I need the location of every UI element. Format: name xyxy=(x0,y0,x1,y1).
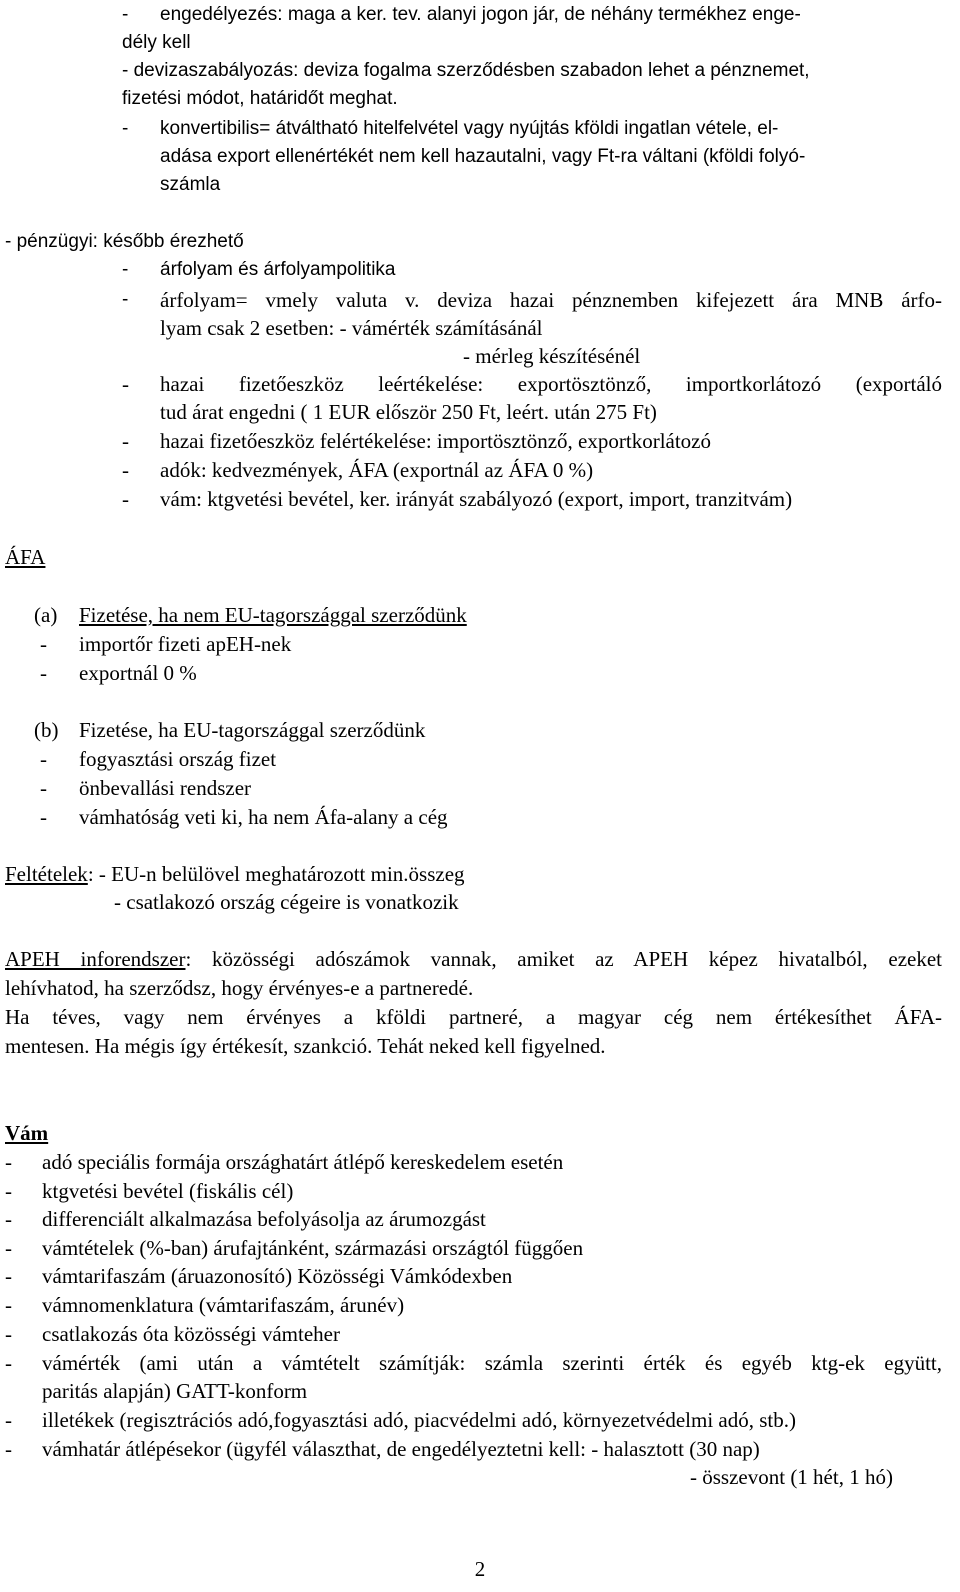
list-dash: - xyxy=(5,1179,12,1203)
vam-list-item: vámtételek (%-ban) árufajtánként, származási országtól függően xyxy=(42,1236,584,1260)
vam-list-item: csatlakozás óta közösségi vámteher xyxy=(42,1322,340,1346)
teves-line-1: Ha téves, vagy nem érvényes a kföldi partneré, a magyar cég nem értékesíthet ÁFA- xyxy=(5,1005,942,1029)
apeh-label: APEH inforendszer xyxy=(5,947,186,971)
devizaszabalyozas-line-2: fizetési módot, határidőt meghat. xyxy=(122,88,398,109)
afa-a-title: Fizetése, ha nem EU-tagországgal szerződünk xyxy=(79,603,467,627)
arfolyampolitika-item: árfolyam és árfolyampolitika xyxy=(160,259,396,280)
adok-item: adók: kedvezmények, ÁFA (exportnál az ÁFA 0 %) xyxy=(160,458,594,482)
list-dash: - xyxy=(122,259,129,280)
arfolyam-def-line-2: lyam csak 2 esetben: - vámérték számításánál xyxy=(160,316,543,340)
list-dash: - xyxy=(5,1408,12,1432)
list-dash: - xyxy=(5,1293,12,1317)
feltetelek-line-2: - csatlakozó ország cégeire is vonatkozik xyxy=(114,890,459,914)
list-dash: - xyxy=(122,487,129,511)
list-dash: - xyxy=(122,429,129,453)
vamhatar-line-1: vámhatár átlépésekor (ügyfél választhat, de engedélyeztetni kell: - halasztott (30 nap) xyxy=(42,1437,760,1461)
list-dash: - xyxy=(122,458,129,482)
vam-list-item: adó speciális formája országhatárt átlépő kereskedelem esetén xyxy=(42,1150,564,1174)
vamertek-line-1: vámérték (ami után a vámtételt számítják: számla szerinti érték és egyéb ktg-ek együtt, xyxy=(42,1351,942,1375)
list-dash: - xyxy=(5,1150,12,1174)
arfolyam-def-line-1-full: árfolyam= vmely valuta v. deviza hazai pénznemben kifejezett ára MNB árfo- xyxy=(160,288,942,312)
illetekek-item: illetékek (regisztrációs adó,fogyasztási adó, piacvédelmi adó, környezetvédelmi adó, stb.) xyxy=(42,1408,796,1432)
engedelyezes-line-2: dély kell xyxy=(122,32,191,53)
list-dash: - xyxy=(5,1322,12,1346)
feltetelek-text: : - EU-n belülövel meghatározott min.összeg xyxy=(87,862,465,886)
afa-b-title: Fizetése, ha EU-tagországgal szerződünk xyxy=(79,718,426,742)
vamhatar-line-2: - összevont (1 hét, 1 hó) xyxy=(690,1465,893,1489)
feltetelek-label: Feltételek xyxy=(5,862,88,886)
list-dash: - xyxy=(5,1351,12,1375)
list-dash: - xyxy=(5,1236,12,1260)
list-dash: - xyxy=(5,1207,12,1231)
vamertek-line-2: paritás alapján) GATT-konform xyxy=(42,1379,308,1403)
afa-a-marker: (a) xyxy=(34,603,58,627)
devizaszabalyozas-line-1: - devizaszabályozás: deviza fogalma szerződésben szabadon lehet a pénznemet, xyxy=(122,60,810,81)
vam-heading: Vám xyxy=(5,1121,49,1145)
vam-list-item: ktgvetési bevétel (fiskális cél) xyxy=(42,1179,294,1203)
afa-b-item: fogyasztási ország fizet xyxy=(79,747,277,771)
afa-b-marker: (b) xyxy=(34,718,59,742)
konvertibilis-line-3: számla xyxy=(160,174,221,195)
afa-heading: ÁFA xyxy=(5,545,46,569)
feltetelek-line-1 xyxy=(5,860,465,888)
afa-b-item: önbevallási rendszer xyxy=(79,776,252,800)
list-dash: - xyxy=(5,1264,12,1288)
vam-list-item: vámtarifaszám (áruazonosító) Közösségi Vámkódexben xyxy=(42,1264,513,1288)
page-number: 2 xyxy=(474,1557,486,1581)
apeh-line-2: lehívhatod, ha szerződsz, hogy érvényes-e a partneredé. xyxy=(5,976,474,1000)
list-dash: - xyxy=(122,289,129,310)
felertekeles-item: hazai fizetőeszköz felértékelése: importösztönző, exportkorlátozó xyxy=(160,429,712,453)
engedelyezes-line-1: engedélyezés: maga a ker. tev. alanyi jogon jár, de néhány termékhez enge- xyxy=(160,4,801,25)
vam-list-item: vámnomenklatura (vámtarifaszám, árunév) xyxy=(42,1293,405,1317)
penzugyi-heading: - pénzügyi: később érezhető xyxy=(5,231,244,252)
apeh-text: : közösségi adószámok vannak, amiket az APEH képez hivatalból, ezeket xyxy=(185,947,942,971)
list-dash: - xyxy=(40,747,47,771)
afa-b-item: vámhatóság veti ki, ha nem Áfa-alany a cég xyxy=(79,805,448,829)
konvertibilis-line-2: adása export ellenértékét nem kell hazautalni, vagy Ft-ra váltani (kföldi folyó- xyxy=(160,146,806,167)
list-dash: - xyxy=(5,1437,12,1461)
list-dash: - xyxy=(122,118,129,139)
konvertibilis-line-1: konvertibilis= átváltható hitelfelvétel vagy nyújtás kföldi ingatlan vétele, el- xyxy=(160,118,779,139)
list-dash: - xyxy=(40,805,47,829)
apeh-line-1 xyxy=(5,945,942,973)
teves-line-2: mentesen. Ha mégis így értékesít, szankció. Tehát neked kell figyelned. xyxy=(5,1034,606,1058)
list-dash: - xyxy=(40,632,47,656)
leertekeles-line-2: tud árat engedni ( 1 EUR először 250 Ft, leért. után 275 Ft) xyxy=(160,400,657,424)
vam-list-item: differenciált alkalmazása befolyásolja az árumozgást xyxy=(42,1207,486,1231)
list-dash: - xyxy=(40,661,47,685)
list-dash: - xyxy=(122,4,129,25)
arfolyam-def-line-3: - mérleg készítésénél xyxy=(463,344,641,368)
list-dash: - xyxy=(40,776,47,800)
afa-a-item: importőr fizeti apEH-nek xyxy=(79,632,292,656)
afa-a-item: exportnál 0 % xyxy=(79,661,197,685)
leertekeles-line-1: hazai fizetőeszköz leértékelése: exportösztönző, importkorlátozó (exportáló xyxy=(160,372,942,396)
vam-item: vám: ktgvetési bevétel, ker. irányát szabályozó (export, import, tranzitvám) xyxy=(160,487,793,511)
list-dash: - xyxy=(122,372,129,396)
